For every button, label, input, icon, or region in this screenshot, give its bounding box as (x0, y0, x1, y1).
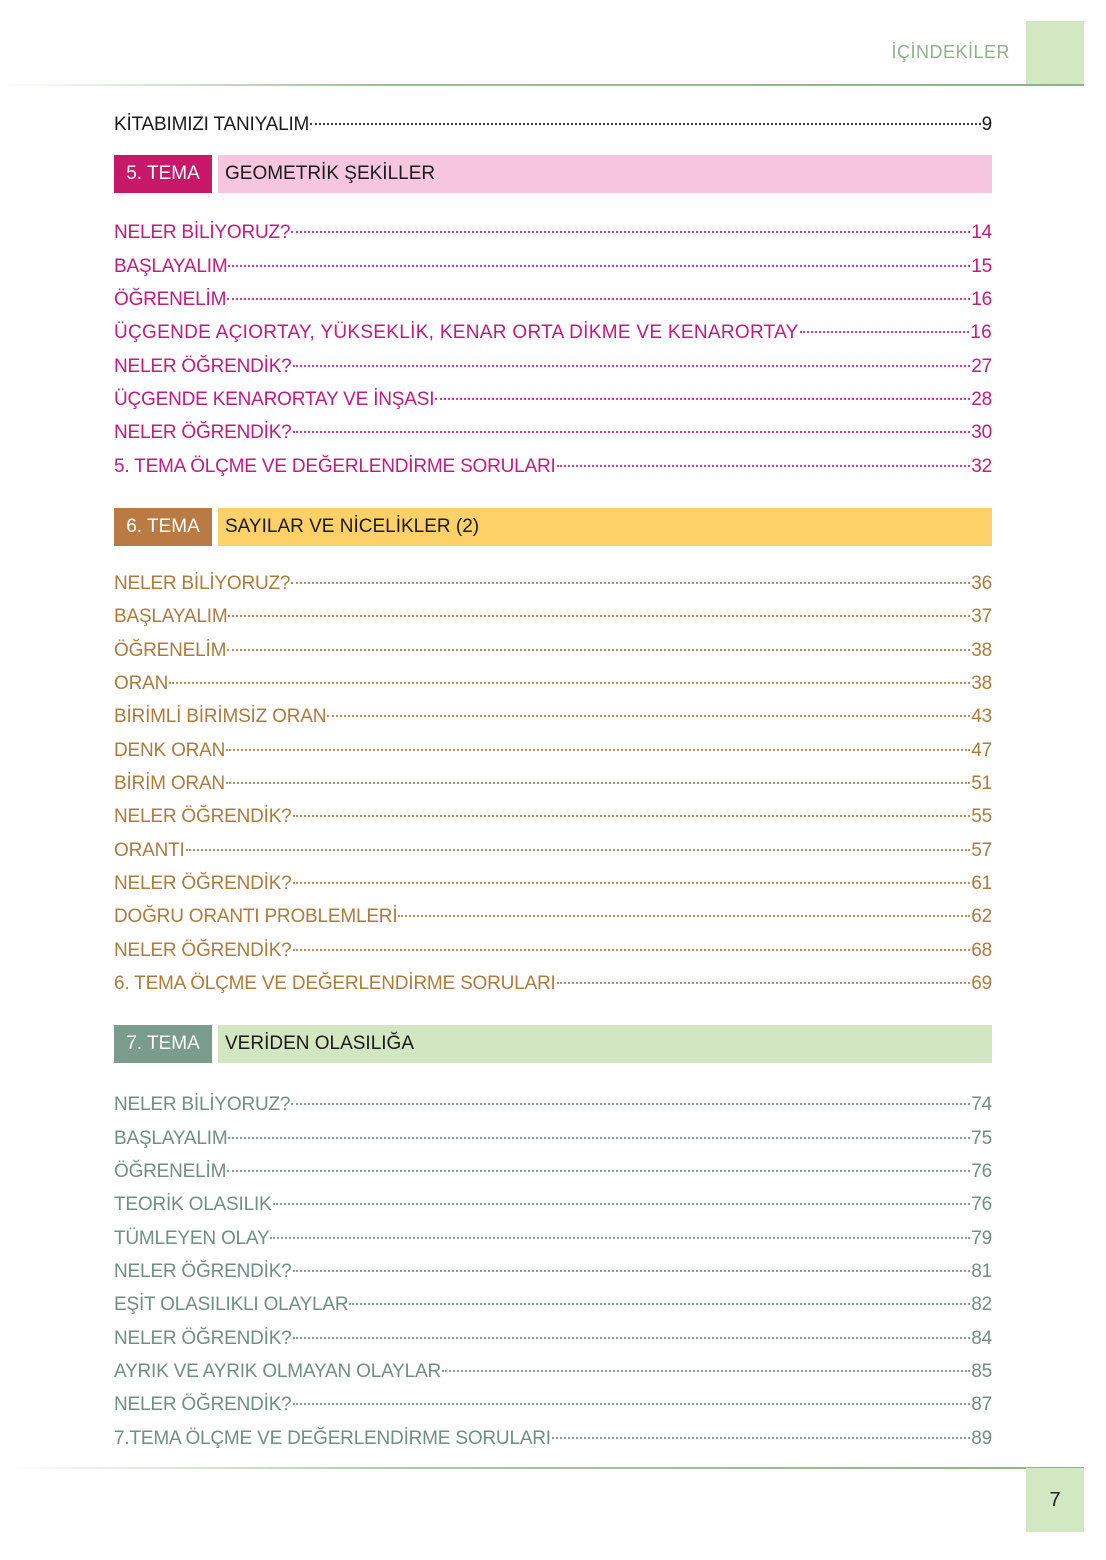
toc-leader-dots (293, 1337, 971, 1339)
toc-entry[interactable] (114, 1092, 992, 1118)
toc-entry-label: NELER BİLİYORUZ? (114, 573, 291, 594)
toc-entry-label: NELER BİLİYORUZ? (114, 1094, 291, 1115)
toc-entry[interactable] (114, 1192, 992, 1218)
toc-leader-dots (169, 682, 970, 684)
toc-entry[interactable] (114, 1426, 992, 1452)
toc-entry-label: ÖĞRENELİM (114, 289, 227, 310)
toc-leader-dots (228, 615, 970, 617)
toc-entry-page: 81 (971, 1261, 992, 1282)
toc-entry[interactable] (114, 971, 992, 997)
toc-entry-page: 55 (971, 806, 992, 827)
toc-entry-label: NELER ÖĞRENDİK? (114, 1328, 292, 1349)
theme-5-header (114, 155, 992, 193)
toc-entry-label: BİRİM ORAN (114, 773, 225, 794)
toc-entry-label: NELER ÖĞRENDİK? (114, 873, 292, 894)
toc-entry[interactable] (114, 1359, 992, 1385)
toc-entry-label: NELER ÖĞRENDİK? (114, 422, 292, 443)
toc-leader-dots (800, 331, 970, 333)
toc-entry[interactable] (114, 1392, 992, 1418)
toc-entry-label: AYRIK VE AYRIK OLMAYAN OLAYLAR (114, 1361, 441, 1382)
toc-entry[interactable] (114, 771, 992, 797)
toc-entry[interactable] (114, 320, 992, 346)
toc-entry-page: 84 (971, 1328, 992, 1349)
toc-entry-label: KİTABIMIZI TANIYALIM (114, 114, 310, 135)
toc-leader-dots (228, 1137, 970, 1139)
toc-entry-label: EŞİT OLASILIKLI OLAYLAR (114, 1294, 349, 1315)
toc-leader-dots (227, 298, 970, 300)
toc-leader-dots (227, 649, 970, 651)
toc-entry-label: ÖĞRENELİM (114, 1161, 227, 1182)
toc-entry-label: ÜÇGENDE AÇIORTAY, YÜKSEKLİK, KENAR ORTA DİKME VE KENARORTAY (114, 322, 799, 343)
toc-entry-label: NELER ÖĞRENDİK? (114, 356, 292, 377)
toc-entry[interactable] (114, 938, 992, 964)
toc-entry-label: NELER ÖĞRENDİK? (114, 1261, 292, 1282)
toc-entry-page: 38 (971, 640, 992, 661)
toc-leader-dots (293, 882, 971, 884)
page-title: İÇİNDEKİLER (891, 42, 1010, 62)
toc-leader-dots (327, 715, 970, 717)
toc-leader-dots (557, 465, 971, 467)
toc-entry-label: BAŞLAYALIM (114, 606, 228, 627)
toc-entry-label: NELER ÖĞRENDİK? (114, 940, 292, 961)
toc-entry-page: 85 (971, 1361, 992, 1382)
toc-entry-label: DENK ORAN (114, 740, 226, 761)
toc-leader-dots (310, 123, 980, 125)
toc-entry-label: BAŞLAYALIM (114, 256, 228, 277)
toc-entry-page: 27 (971, 356, 992, 377)
toc-entry-page: 16 (971, 289, 992, 310)
theme-5-number: 5. TEMA (114, 155, 212, 193)
toc-entry-page: 76 (971, 1161, 992, 1182)
toc-leader-dots (186, 849, 971, 851)
toc-entry[interactable] (114, 738, 992, 764)
page-number: 7 (1026, 1468, 1084, 1532)
header-tab-decoration (1026, 21, 1084, 85)
toc-entry-page: 76 (971, 1194, 992, 1215)
toc-entry[interactable] (114, 454, 992, 480)
toc-leader-dots (291, 582, 970, 584)
toc-entry-label: TÜMLEYEN OLAY (114, 1228, 270, 1249)
toc-entry-label: NELER ÖĞRENDİK? (114, 806, 292, 827)
toc-leader-dots (557, 982, 971, 984)
theme-7-title: VERİDEN OLASILIĞA (218, 1025, 992, 1063)
toc-entry-label: ÖĞRENELİM (114, 640, 227, 661)
toc-entry-label: BİRİMLİ BİRİMSİZ ORAN (114, 706, 327, 727)
toc-leader-dots (293, 365, 971, 367)
toc-entry-page: 82 (971, 1294, 992, 1315)
toc-entry-label: TEORİK OLASILIK (114, 1194, 272, 1215)
toc-entry-page: 28 (971, 389, 992, 410)
toc-entry-label: 7.TEMA ÖLÇME VE DEĞERLENDİRME SORULARI (114, 1428, 551, 1449)
toc-entry-page: 87 (971, 1394, 992, 1415)
toc-entry[interactable] (114, 838, 992, 864)
toc-leader-dots (293, 815, 971, 817)
toc-entry-page: 15 (971, 256, 992, 277)
toc-entry[interactable] (114, 220, 992, 246)
toc-entry[interactable] (114, 387, 992, 413)
toc-entry-label: 5. TEMA ÖLÇME VE DEĞERLENDİRME SORULARI (114, 456, 556, 477)
toc-entry[interactable] (114, 1226, 992, 1252)
toc-entry[interactable] (114, 420, 992, 446)
toc-entry-intro[interactable] (114, 112, 992, 138)
toc-entry[interactable] (114, 871, 992, 897)
toc-entry-page: 61 (971, 873, 992, 894)
toc-entry-page: 89 (971, 1428, 992, 1449)
toc-entry-page: 75 (971, 1128, 992, 1149)
toc-leader-dots (398, 915, 970, 917)
toc-entry[interactable] (114, 1159, 992, 1185)
toc-entry[interactable] (114, 704, 992, 730)
toc-entry-page: 47 (971, 740, 992, 761)
toc-entry-page: 32 (971, 456, 992, 477)
theme-6-title: SAYILAR VE NİCELİKLER (2) (218, 508, 992, 546)
toc-entry-label: NELER BİLİYORUZ? (114, 222, 291, 243)
toc-leader-dots (349, 1303, 970, 1305)
toc-entry-page: 68 (971, 940, 992, 961)
toc-leader-dots (227, 1170, 970, 1172)
toc-entry[interactable] (114, 287, 992, 313)
toc-entry[interactable] (114, 1259, 992, 1285)
toc-entry-label: BAŞLAYALIM (114, 1128, 228, 1149)
theme-7-header (114, 1025, 992, 1063)
toc-entry-page: 38 (971, 673, 992, 694)
toc-entry[interactable] (114, 804, 992, 830)
toc-entry-page: 51 (971, 773, 992, 794)
toc-entry[interactable] (114, 638, 992, 664)
toc-entry-page: 9 (981, 114, 992, 135)
toc-entry-label: ORAN (114, 673, 169, 694)
toc-entry-page: 14 (971, 222, 992, 243)
theme-7-number: 7. TEMA (114, 1025, 212, 1063)
toc-leader-dots (293, 949, 971, 951)
toc-leader-dots (552, 1437, 970, 1439)
toc-entry-label: DOĞRU ORANTI PROBLEMLERİ (114, 906, 398, 927)
toc-entry-page: 37 (971, 606, 992, 627)
toc-entry[interactable] (114, 671, 992, 697)
toc-leader-dots (270, 1237, 970, 1239)
theme-6-header (114, 508, 992, 546)
toc-entry-page: 79 (971, 1228, 992, 1249)
toc-entry-page: 62 (971, 906, 992, 927)
toc-entry-label: NELER ÖĞRENDİK? (114, 1394, 292, 1415)
toc-entry[interactable] (114, 571, 992, 597)
header-divider (0, 84, 1084, 86)
toc-leader-dots (442, 1370, 970, 1372)
footer-divider (0, 1467, 1084, 1469)
theme-5-title: GEOMETRİK ŞEKİLLER (218, 155, 992, 193)
toc-entry-label: 6. TEMA ÖLÇME VE DEĞERLENDİRME SORULARI (114, 973, 556, 994)
theme-6-number: 6. TEMA (114, 508, 212, 546)
toc-leader-dots (293, 1270, 971, 1272)
toc-entry-page: 36 (971, 573, 992, 594)
toc-leader-dots (435, 398, 970, 400)
toc-entry-page: 74 (971, 1094, 992, 1115)
toc-leader-dots (273, 1203, 971, 1205)
toc-entry-page: 16 (970, 322, 992, 343)
toc-entry[interactable] (114, 254, 992, 280)
toc-entry[interactable] (114, 1126, 992, 1152)
toc-entry-label: ORANTI (114, 840, 185, 861)
toc-entry[interactable] (114, 1292, 992, 1318)
toc-leader-dots (291, 231, 970, 233)
toc-entry-page: 30 (971, 422, 992, 443)
toc-entry-page: 69 (971, 973, 992, 994)
toc-leader-dots (293, 431, 971, 433)
toc-entry-page: 43 (971, 706, 992, 727)
toc-leader-dots (226, 749, 970, 751)
toc-entry-page: 57 (971, 840, 992, 861)
toc-leader-dots (226, 782, 970, 784)
toc-entry[interactable] (114, 1326, 992, 1352)
toc-entry[interactable] (114, 354, 992, 380)
toc-leader-dots (228, 265, 970, 267)
toc-leader-dots (291, 1103, 970, 1105)
toc-entry[interactable] (114, 904, 992, 930)
toc-leader-dots (293, 1403, 971, 1405)
toc-entry-label: ÜÇGENDE KENARORTAY VE İNŞASI (114, 389, 435, 410)
toc-entry[interactable] (114, 604, 992, 630)
